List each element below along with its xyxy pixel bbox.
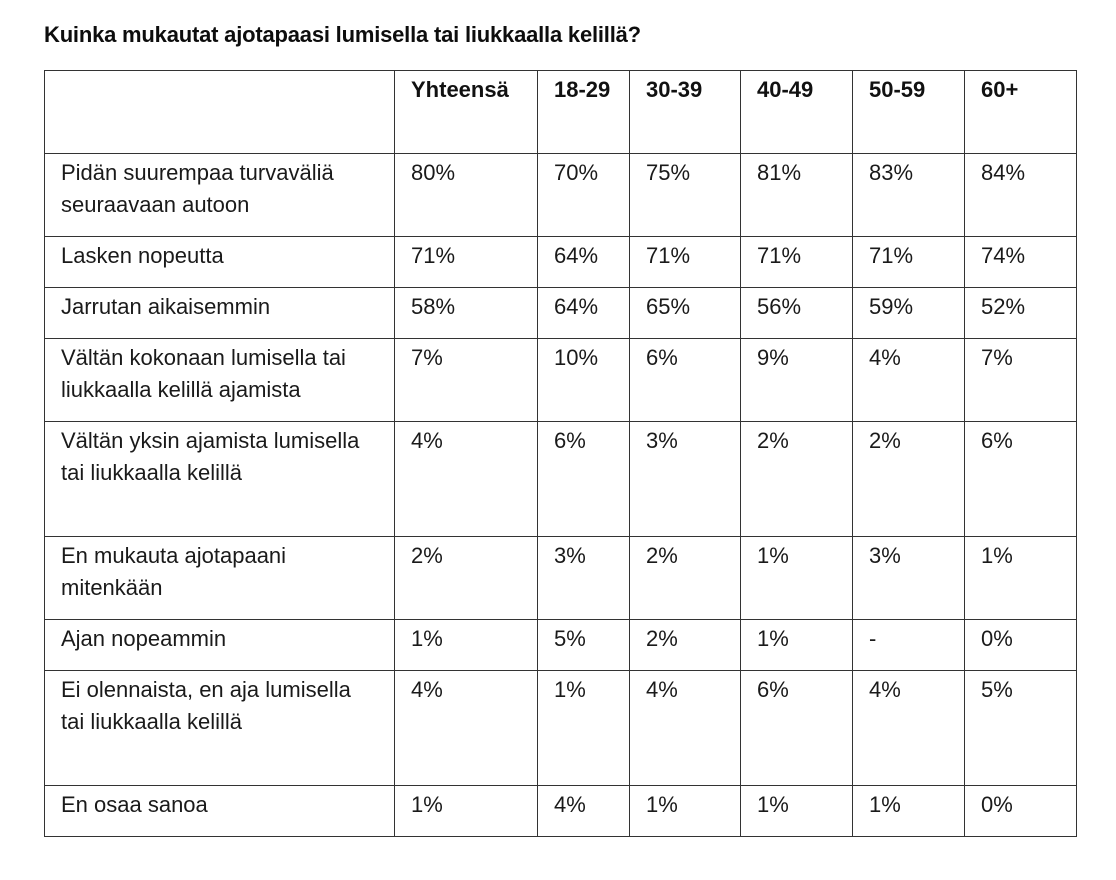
table-cell: 1% — [741, 620, 853, 671]
table-cell: 71% — [853, 237, 965, 288]
table-cell: 2% — [741, 422, 853, 537]
table-cell: 1% — [853, 786, 965, 837]
table-row — [45, 537, 1077, 620]
table-cell: 52% — [965, 288, 1077, 339]
table-cell: 1% — [741, 537, 853, 620]
table-cell: 3% — [538, 537, 630, 620]
row-label: En mukauta ajotapaani mitenkään — [45, 537, 395, 620]
table-cell: 9% — [741, 339, 853, 422]
table-cell: 71% — [741, 237, 853, 288]
table-cell: 3% — [853, 537, 965, 620]
table-cell: 6% — [965, 422, 1077, 537]
table-row — [45, 620, 1077, 671]
table-cell: 65% — [630, 288, 741, 339]
table-cell: 71% — [630, 237, 741, 288]
table-cell: 84% — [965, 154, 1077, 237]
table-row — [45, 288, 1077, 339]
table-cell: 4% — [853, 339, 965, 422]
table-cell: 5% — [965, 671, 1077, 786]
header-cell-age-40-49: 40-49 — [741, 71, 853, 154]
row-label: Vältän yksin ajamista lumisella tai liukkaalla kelillä — [45, 422, 395, 537]
header-cell-age-50-59: 50-59 — [853, 71, 965, 154]
table-cell: 4% — [538, 786, 630, 837]
survey-table — [44, 70, 1077, 837]
table-cell: 64% — [538, 237, 630, 288]
table-cell: 6% — [741, 671, 853, 786]
table-row — [45, 671, 1077, 786]
table-cell: 81% — [741, 154, 853, 237]
table-cell: 6% — [538, 422, 630, 537]
table-cell: 2% — [630, 620, 741, 671]
table-cell: 59% — [853, 288, 965, 339]
table-cell: 1% — [538, 671, 630, 786]
header-cell-empty — [45, 71, 395, 154]
table-cell: 4% — [395, 422, 538, 537]
table-cell: 7% — [395, 339, 538, 422]
table-row — [45, 422, 1077, 537]
row-label: Pidän suurempaa turvaväliä seuraavaan autoon — [45, 154, 395, 237]
table-cell: 4% — [630, 671, 741, 786]
table-row — [45, 237, 1077, 288]
table-cell: 5% — [538, 620, 630, 671]
table-cell: 80% — [395, 154, 538, 237]
table-cell: 0% — [965, 786, 1077, 837]
table-cell: 2% — [853, 422, 965, 537]
table-cell: 3% — [630, 422, 741, 537]
table-cell: 4% — [395, 671, 538, 786]
row-label: Lasken nopeutta — [45, 237, 395, 288]
table-cell: 75% — [630, 154, 741, 237]
table-row — [45, 339, 1077, 422]
table-cell: 1% — [395, 620, 538, 671]
header-cell-age-30-39: 30-39 — [630, 71, 741, 154]
table-cell: 6% — [630, 339, 741, 422]
table-header-row — [45, 71, 1077, 154]
row-label: Ei olennaista, en aja lumisella tai liukkaalla kelillä — [45, 671, 395, 786]
table-cell: 10% — [538, 339, 630, 422]
row-label: Jarrutan aikaisemmin — [45, 288, 395, 339]
row-label: Ajan nopeammin — [45, 620, 395, 671]
table-cell: 1% — [741, 786, 853, 837]
table-row — [45, 786, 1077, 837]
table-cell: 7% — [965, 339, 1077, 422]
table-cell: 4% — [853, 671, 965, 786]
table-cell: 0% — [965, 620, 1077, 671]
table-cell: 70% — [538, 154, 630, 237]
header-cell-age-60-plus: 60+ — [965, 71, 1077, 154]
table-cell: 83% — [853, 154, 965, 237]
table-cell: 71% — [395, 237, 538, 288]
table-cell: 1% — [630, 786, 741, 837]
row-label: En osaa sanoa — [45, 786, 395, 837]
page-title: Kuinka mukautat ajotapaasi lumisella tai liukkaalla kelillä? — [44, 22, 641, 47]
table-row — [45, 154, 1077, 237]
header-cell-age-18-29: 18-29 — [538, 71, 630, 154]
table-cell: 64% — [538, 288, 630, 339]
table-cell: 56% — [741, 288, 853, 339]
table-cell: - — [853, 620, 965, 671]
table-cell: 1% — [395, 786, 538, 837]
table-cell: 1% — [965, 537, 1077, 620]
table-cell: 74% — [965, 237, 1077, 288]
row-label: Vältän kokonaan lumisella tai liukkaalla kelillä ajamista — [45, 339, 395, 422]
table-cell: 2% — [630, 537, 741, 620]
header-cell-total: Yhteensä — [395, 71, 538, 154]
table-cell: 2% — [395, 537, 538, 620]
table-cell: 58% — [395, 288, 538, 339]
